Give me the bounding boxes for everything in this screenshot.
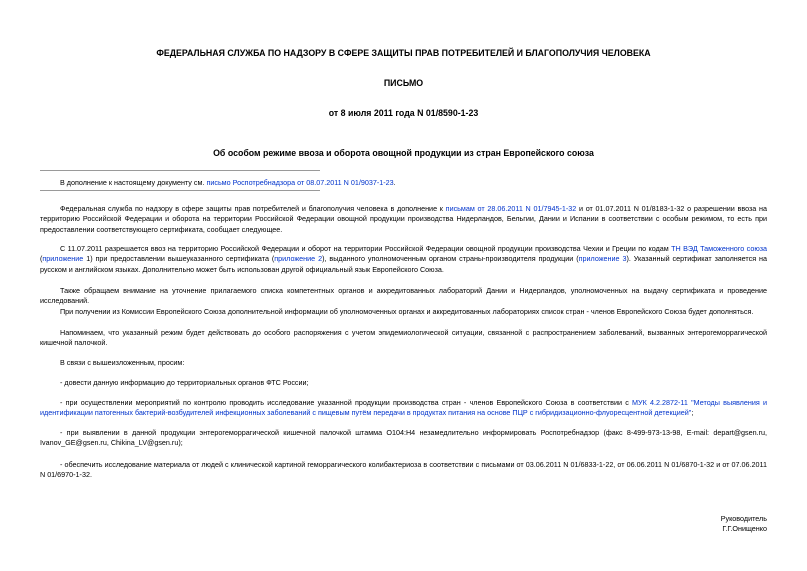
paragraph-request-intro: В связи с вышеизложенным, просим: [60,358,185,367]
letters-link[interactable]: письмам от 28.06.2011 N 01/7945-1-32 [445,204,577,213]
request-item-4: - обеспечить исследование материала от людей с клинической картиной геморрагического колибактериоза в соответствии с письмами от 03.06.2011 N 01/6833-1-22, от 06.06.2011 N 01/6870-1-32 и от 07.06.2011 N 01/6970-1-32. [40,460,767,480]
paragraph-import-text-d: ), выданного уполномоченным органом страны-производителя продукции ( [322,254,579,264]
paragraph-intro-text-a: Федеральная служба по надзору в сфере защиты прав потребителей и благополучия человека в дополнение к [60,204,446,213]
paragraph-import-text-e: ). Указанный сертификат заполняется на русском и английском языках. Дополнительно может быть использован другой официальный язык Европейского Союза. [40,254,767,274]
appendix-3-link[interactable]: приложение 3 [578,254,627,264]
customs-codes-link[interactable]: ТН ВЭД Таможенного союза [671,244,768,253]
paragraph-intro [40,204,767,235]
muk-method-link[interactable]: МУК 4.2.2872-11 "Методы выявления и идентификации патогенных бактерий-возбудителей инфекционных заболеваний с пищевым путём передачи в продуктах питания на основе ПЦР с гибридизационно-флуоресцентной детекцией" [40,398,767,418]
paragraph-import-permit [40,244,767,275]
note-top-divider [40,170,320,171]
related-document-note [60,178,396,187]
paragraph-intro-text-b: и от 01.07.2011 N 01/8183-1-32 о разрешении ввоза на территорию Российской Федерации и оборота на территории Российской Федерации овощной продукции производства Нидерландов, Бельгии, Дании и Испании в соответствии с особым режимом, то есть при предоставлении соответствующего сертификата, сообщает следующее. [40,204,768,234]
agency-title: ФЕДЕРАЛЬНАЯ СЛУЖБА ПО НАДЗОРУ В СФЕРЕ ЗАЩИТЫ ПРАВ ПОТРЕБИТЕЛЕЙ И БЛАГОПОЛУЧИЯ ЧЕЛОВЕКА [156,48,651,58]
paragraph-import-text-a: С 11.07.2011 разрешается ввоз на территорию Российской Федерации и оборот на территории Российской Федерации овощной продукции производства Чехии и Греции по кодам [60,244,672,253]
paragraph-regime-reminder: Напоминаем, что указанный режим будет действовать до особого распоряжения с учетом эпидемиологической ситуации, связанной с распространением заболеваний, вызванных энтерогеморрагической кишечной палочкой. [40,328,767,348]
paragraph-lab-list: Также обращаем внимание на уточнение прилагаемого списка компетентных органов и аккредитованных лабораторий Дании и Нидерландов, уполномоченных на выдачу сертификата и проведение исследований. [40,286,767,306]
paragraph-import-text-c: 1) при предоставлении вышеуказанного сертификата ( [83,254,275,264]
request-item-3: - при выявлении в данной продукции энтерогеморрагической кишечной палочкой штамма О104:Н4 незамедлительно информировать Роспотребнадзор (факс 8-499-973-13-98, E-mail: depart@gsen.ru, Ivanov_GE@gsen.ru, Chikina_LV@gsen.ru); [40,428,767,448]
note-prefix: В дополнение к настоящему документу см. [60,178,207,187]
signature-block [721,514,767,535]
paragraph-import-text-b: ( [40,254,43,264]
note-bottom-divider [40,190,320,191]
document-number: от 8 июля 2011 года N 01/8590-1-23 [328,108,479,118]
request-item-2-text-a: - при осуществлении мероприятий по контролю проводить исследование указанной продукции производства стран - членов Европейского Союза в соответствии с [60,398,633,407]
request-item-1: - довести данную информацию до территориальных органов ФТС России; [60,378,309,387]
note-suffix: . [393,178,396,187]
appendix-2-link[interactable]: приложение 2 [274,254,323,264]
paragraph-eu-info: При получении из Комиссии Европейского Союза дополнительной информации об уполномоченных органах и аккредитованных лабораториях список стран - членов Европейского Союза будет дополняться. [60,307,754,316]
request-item-2-text-b: ; [691,408,694,418]
appendix-1-link[interactable]: приложение [42,254,84,264]
related-letter-link[interactable]: письмо Роспотребнадзора от 08.07.2011 N 01/9037-1-23 [206,178,394,187]
document-type: ПИСЬМО [383,78,424,88]
request-item-2 [40,398,767,419]
document-subject: Об особом режиме ввоза и оборота овощной продукции из стран Европейского союза [213,148,594,158]
signature-position: Руководитель [720,514,767,523]
signature-name: Г.Г.Онищенко [722,524,767,534]
